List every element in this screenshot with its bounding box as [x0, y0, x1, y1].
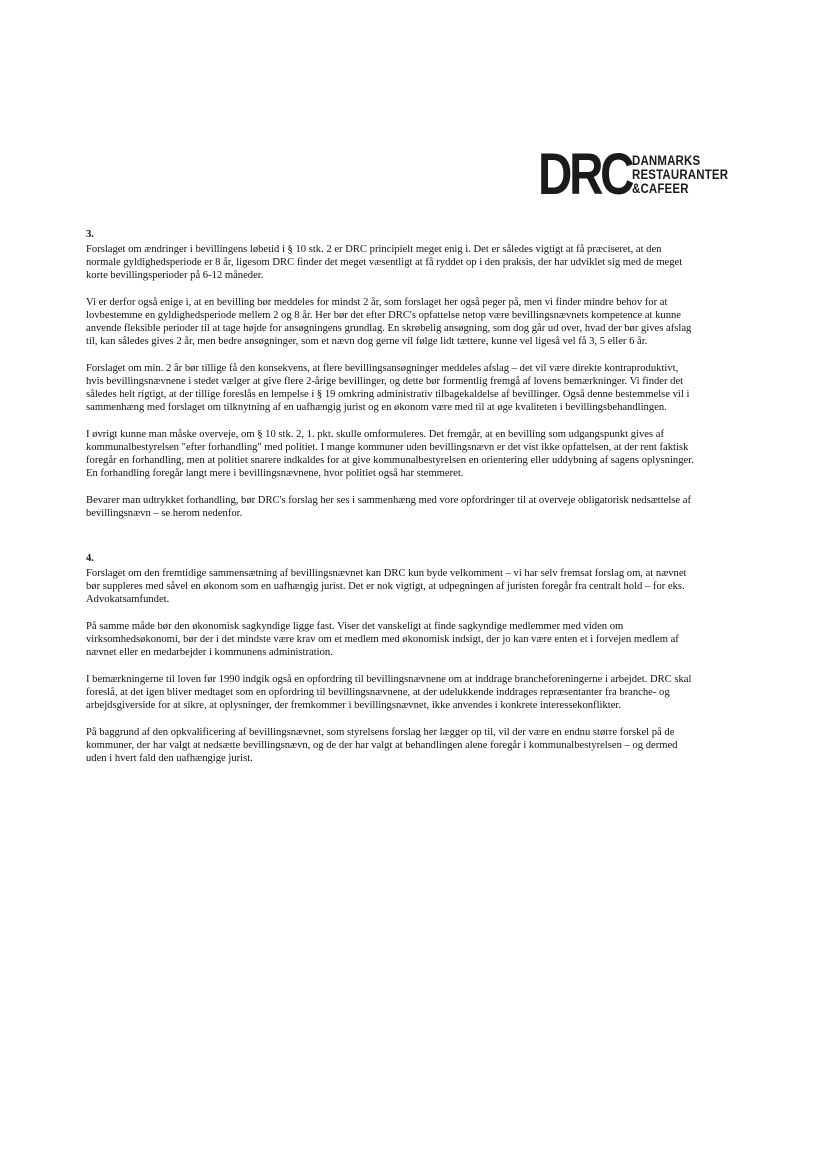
- document-body: [86, 228, 698, 779]
- paragraph: I øvrigt kunne man måske overveje, om § 10 stk. 2, 1. pkt. skulle omformuleres. Det fremgår, at en bevilling som udgangspunkt gives af kommunalbestyrelsen "efter forhandling" med politiet. I mange kommuner uden bevillingsnævn er det vist ikke opfattelsen, at der rent faktisk foregår en forhandling, men at politiet snarere indkaldes for at give kommunalbestyrelsen en orientering eller uddybning af sagens oplysninger. En forhandling foregår langt mere i bevillingsnævnene, hvor politiet også har stemmeret.: [86, 429, 694, 479]
- logo-line-3: &CAFEER: [632, 181, 689, 196]
- paragraph: På baggrund af den opkvalificering af bevillingsnævnet, som styrelsens forslag her lægger op til, vil der være en endnu større forskel på de kommuner, der har valgt at nedsætte bevillingsnævn, og de der har valgt at behandlingen alene foregår i kommunalbestyrelsen – og dermed uden i hvert fald den uafhængige jurist.: [86, 727, 678, 764]
- logo-line-1: DANMARKS: [632, 153, 701, 168]
- logo-line-2: RESTAURANTER: [632, 167, 729, 182]
- paragraph: Forslaget om ændringer i bevillingens løbetid i § 10 stk. 2 er DRC principielt meget enig i. Det er således vigtigt at få præciseret, at den normale gyldighedsperiode er 8 år, ligesom DRC finder det meget væsentligt at få ryddet op i den praksis, der har udviklet sig med de meget korte bevillingsperioder på 6-12 måneder.: [86, 244, 683, 281]
- paragraph: Vi er derfor også enige i, at en bevilling bør meddeles for mindst 2 år, som forslaget her også peger på, men vi finder mindre behov for at lovbestemme en gyldighedsperiode mellem 2 og 8 år. Her bør det efter DRC's opfattelse netop være bevillingsnævnets kompetence at kunne anvende fleksible perioder til at tage højde for ansøgningens grundlag. En skrøbelig ansøgning, som dog går ud over, hvad der bør gives afslag til, kan således gives 2 år, men bedre ansøgninger, som et nævn dog gerne vil følge lidt tættere, kunne vel ligeså vel få 3, 5 eller 6 år.: [86, 297, 692, 347]
- paragraph: I bemærkningerne til loven før 1990 indgik også en opfordring til bevillingsnævnene om at inddrage brancheforeningerne i arbejdet. DRC skal foreslå, at det igen bliver medtaget som en opfordring til bevillingsnævnene, at der udelukkende inddrages repræsentanter fra branche- og arbejdsgiverside for at sikre, at oplysninger, der fremkommer i bevillingsnævnet, ikke anvendes i konkrete interessekonflikter.: [86, 674, 692, 711]
- paragraph: Bevarer man udtrykket forhandling, bør DRC's forslag her ses i sammenhæng med vore opfordringer til at overveje obligatorisk nedsættelse af bevillingsnævn – se herom nedenfor.: [86, 495, 692, 519]
- section-number: 4.: [86, 553, 94, 564]
- section-3: [86, 228, 698, 520]
- paragraph: Forslaget om min. 2 år bør tillige få den konsekvens, at flere bevillingsansøgninger meddeles afslag – det vil være direkte kontraproduktivt, hvis bevillingsnævnene i stedet vælger at give flere 2-årige bevillinger, og dette bør formentlig fremgå af lovens bemærkninger. Vi finder det således helt rigtigt, at der tillige foreslås en lempelse i § 19 omkring administrativ tilbagekaldelse af bevillinger. Også denne bestemmelse vil i sammenhæng med forslaget om tilknytning af en uafhængig jurist og en økonom være med til at øge kvaliteten i bevillingsbehandlingen.: [86, 363, 690, 413]
- logo-mark: DRC: [538, 142, 632, 207]
- paragraph: Forslaget om den fremtidige sammensætning af bevillingsnævnet kan DRC kun byde velkomment – vi har selv fremsat forslag om, at nævnet bør suppleres med såvel en økonom som en uafhængig jurist. Det er nok vigtigt, at udpegningen af juristen foregår fra centralt hold – for eks. Advokatsamfundet.: [86, 568, 687, 605]
- section-number: 3.: [86, 229, 94, 240]
- drc-logo: [538, 142, 745, 207]
- paragraph: På samme måde bør den økonomisk sagkyndige ligge fast. Viser det vanskeligt at finde sagkyndige medlemmer med viden om virksomhedsøkonomi, bør der i det mindste være krav om et medlem med økonomisk indsigt, der jo kan være enten et i forvejen medlem af nævnet eller en medarbejder i kommunens administration.: [86, 621, 679, 658]
- section-4: [86, 552, 698, 765]
- logo-wordmark: [632, 154, 728, 196]
